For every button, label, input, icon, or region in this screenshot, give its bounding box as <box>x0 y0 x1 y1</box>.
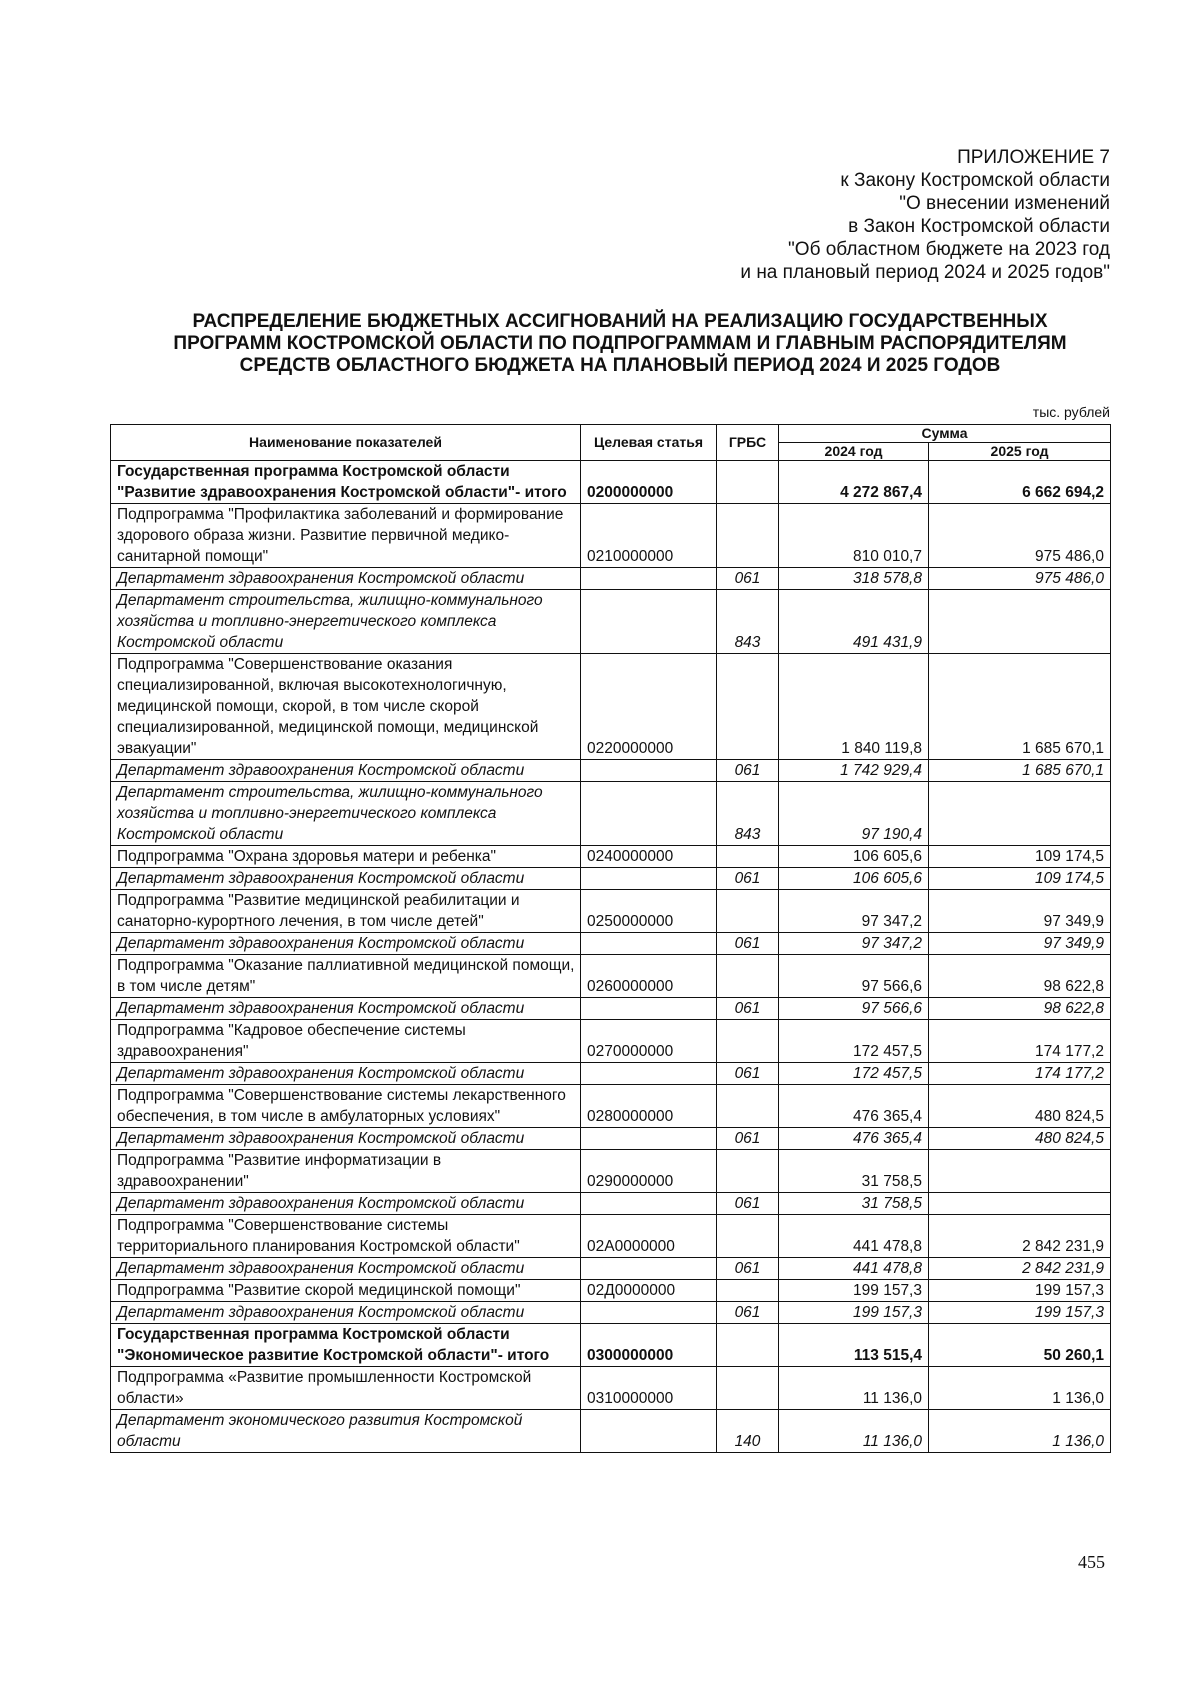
cell-name: Департамент строительства, жилищно-коммунального хозяйства и топливно-энергетического комплекса Костромской области <box>111 782 581 846</box>
cell-grbs: 061 <box>717 568 779 590</box>
cell-code <box>581 1063 717 1085</box>
cell-grbs <box>717 846 779 868</box>
appendix-line: ПРИЛОЖЕНИЕ 7 <box>957 147 1110 168</box>
cell-name: Департамент здравоохранения Костромской области <box>111 1063 581 1085</box>
cell-2024: 199 157,3 <box>779 1302 929 1324</box>
cell-name: Подпрограмма "Оказание паллиативной медицинской помощи, в том числе детям" <box>111 955 581 998</box>
cell-code <box>581 1258 717 1280</box>
cell-name: Подпрограмма "Совершенствование системы лекарственного обеспечения, в том числе в амбулаторных условиях" <box>111 1085 581 1128</box>
table-row <box>111 504 1111 568</box>
cell-2024: 97 347,2 <box>779 890 929 933</box>
cell-name: Департамент здравоохранения Костромской области <box>111 1128 581 1150</box>
cell-code: 0240000000 <box>581 846 717 868</box>
cell-name: Департамент экономического развития Костромской области <box>111 1410 581 1453</box>
cell-grbs: 061 <box>717 998 779 1020</box>
cell-2025 <box>929 590 1111 654</box>
cell-name: Подпрограмма «Развитие промышленности Костромской области» <box>111 1367 581 1410</box>
cell-grbs: 061 <box>717 760 779 782</box>
table-row <box>111 1063 1111 1085</box>
cell-2025: 1 136,0 <box>929 1367 1111 1410</box>
cell-grbs: 140 <box>717 1410 779 1453</box>
cell-grbs <box>717 1324 779 1367</box>
table-row <box>111 846 1111 868</box>
units-label: тыс. рублей <box>1032 404 1110 420</box>
cell-name: Департамент строительства, жилищно-коммунального хозяйства и топливно-энергетического комплекса Костромской области <box>111 590 581 654</box>
cell-grbs: 061 <box>717 933 779 955</box>
cell-grbs <box>717 1367 779 1410</box>
cell-name: Департамент здравоохранения Костромской области <box>111 760 581 782</box>
table-row <box>111 1085 1111 1128</box>
cell-2024: 172 457,5 <box>779 1063 929 1085</box>
cell-code: 0280000000 <box>581 1085 717 1128</box>
cell-code <box>581 1128 717 1150</box>
cell-2025: 109 174,5 <box>929 868 1111 890</box>
cell-2024: 4 272 867,4 <box>779 461 929 504</box>
appendix-line: и на плановый период 2024 и 2025 годов" <box>740 262 1110 283</box>
table-row <box>111 933 1111 955</box>
table-row <box>111 1367 1111 1410</box>
header-name: Наименование показателей <box>111 425 581 461</box>
cell-2024: 31 758,5 <box>779 1150 929 1193</box>
cell-name: Подпрограмма "Развитие скорой медицинской помощи" <box>111 1280 581 1302</box>
title-line: СРЕДСТВ ОБЛАСТНОГО БЮДЖЕТА НА ПЛАНОВЫЙ ПЕРИОД 2024 И 2025 ГОДОВ <box>239 355 1001 376</box>
cell-code <box>581 782 717 846</box>
cell-grbs <box>717 890 779 933</box>
cell-code <box>581 1410 717 1453</box>
cell-name: Подпрограмма "Развитие медицинской реабилитации и санаторно-курортного лечения, в том числе детей" <box>111 890 581 933</box>
cell-2025: 98 622,8 <box>929 998 1111 1020</box>
cell-code <box>581 1193 717 1215</box>
table-row <box>111 1128 1111 1150</box>
cell-code <box>581 590 717 654</box>
cell-2025: 480 824,5 <box>929 1128 1111 1150</box>
cell-2025: 975 486,0 <box>929 504 1111 568</box>
cell-2025 <box>929 1150 1111 1193</box>
cell-grbs: 843 <box>717 590 779 654</box>
cell-code: 0290000000 <box>581 1150 717 1193</box>
cell-2025: 2 842 231,9 <box>929 1215 1111 1258</box>
cell-2025: 97 349,9 <box>929 890 1111 933</box>
table-body <box>111 461 1111 1453</box>
appendix-line: "Об областном бюджете на 2023 год <box>788 239 1110 260</box>
cell-2025: 2 842 231,9 <box>929 1258 1111 1280</box>
cell-2025: 199 157,3 <box>929 1280 1111 1302</box>
cell-code <box>581 1302 717 1324</box>
cell-name: Департамент здравоохранения Костромской области <box>111 568 581 590</box>
table-row <box>111 1193 1111 1215</box>
cell-2025: 199 157,3 <box>929 1302 1111 1324</box>
cell-2024: 106 605,6 <box>779 868 929 890</box>
cell-code <box>581 868 717 890</box>
cell-grbs: 843 <box>717 782 779 846</box>
table-row <box>111 868 1111 890</box>
table-row <box>111 1020 1111 1063</box>
cell-grbs <box>717 1020 779 1063</box>
appendix-line: "О внесении изменений <box>899 193 1110 214</box>
cell-grbs: 061 <box>717 1128 779 1150</box>
cell-code <box>581 998 717 1020</box>
cell-grbs <box>717 654 779 760</box>
title-line: РАСПРЕДЕЛЕНИЕ БЮДЖЕТНЫХ АССИГНОВАНИЙ НА РЕАЛИЗАЦИЮ ГОСУДАРСТВЕННЫХ <box>192 311 1048 332</box>
appendix-line: в Закон Костромской области <box>848 216 1110 237</box>
cell-code: 0270000000 <box>581 1020 717 1063</box>
cell-2024: 810 010,7 <box>779 504 929 568</box>
cell-name: Подпрограмма "Совершенствование системы территориального планирования Костромской области" <box>111 1215 581 1258</box>
budget-table <box>110 424 1111 1453</box>
cell-grbs: 061 <box>717 1193 779 1215</box>
cell-grbs: 061 <box>717 1258 779 1280</box>
cell-code: 0250000000 <box>581 890 717 933</box>
table-row <box>111 998 1111 1020</box>
cell-code: 02Д0000000 <box>581 1280 717 1302</box>
cell-code: 0210000000 <box>581 504 717 568</box>
cell-grbs: 061 <box>717 1063 779 1085</box>
table-row <box>111 955 1111 998</box>
cell-2025 <box>929 782 1111 846</box>
cell-2024: 476 365,4 <box>779 1128 929 1150</box>
table-row <box>111 1215 1111 1258</box>
table-row <box>111 890 1111 933</box>
cell-2024: 97 566,6 <box>779 998 929 1020</box>
table-row <box>111 568 1111 590</box>
cell-code <box>581 568 717 590</box>
cell-name: Подпрограмма "Кадровое обеспечение системы здравоохранения" <box>111 1020 581 1063</box>
cell-name: Подпрограмма "Охрана здоровья матери и ребенка" <box>111 846 581 868</box>
cell-name: Департамент здравоохранения Костромской области <box>111 1193 581 1215</box>
cell-2024: 172 457,5 <box>779 1020 929 1063</box>
header-sum: Сумма <box>779 425 1111 443</box>
page-number: 455 <box>1078 1552 1105 1572</box>
table-row <box>111 1280 1111 1302</box>
cell-2024: 97 190,4 <box>779 782 929 846</box>
cell-2025: 1 136,0 <box>929 1410 1111 1453</box>
cell-2024: 199 157,3 <box>779 1280 929 1302</box>
cell-2025: 98 622,8 <box>929 955 1111 998</box>
table-row <box>111 1150 1111 1193</box>
cell-2025 <box>929 1193 1111 1215</box>
cell-2024: 441 478,8 <box>779 1215 929 1258</box>
cell-2024: 11 136,0 <box>779 1410 929 1453</box>
cell-grbs <box>717 1280 779 1302</box>
cell-2025: 1 685 670,1 <box>929 654 1111 760</box>
cell-2024: 106 605,6 <box>779 846 929 868</box>
cell-code: 02А0000000 <box>581 1215 717 1258</box>
cell-name: Подпрограмма "Развитие информатизации в здравоохранении" <box>111 1150 581 1193</box>
appendix-line: к Закону Костромской области <box>840 170 1110 191</box>
table-row <box>111 1258 1111 1280</box>
header-grbs: ГРБС <box>717 425 779 461</box>
cell-2024: 97 347,2 <box>779 933 929 955</box>
cell-2025: 50 260,1 <box>929 1324 1111 1367</box>
cell-code <box>581 933 717 955</box>
cell-name: Государственная программа Костромской области "Экономическое развитие Костромской области"- итого <box>111 1324 581 1367</box>
cell-grbs <box>717 1215 779 1258</box>
cell-2024: 31 758,5 <box>779 1193 929 1215</box>
table-row <box>111 1410 1111 1453</box>
cell-2025: 1 685 670,1 <box>929 760 1111 782</box>
cell-grbs <box>717 504 779 568</box>
cell-code: 0200000000 <box>581 461 717 504</box>
cell-code: 0220000000 <box>581 654 717 760</box>
cell-name: Подпрограмма "Профилактика заболеваний и формирование здорового образа жизни. Развитие первичной медико-санитарной помощи" <box>111 504 581 568</box>
cell-grbs <box>717 1085 779 1128</box>
header-2025: 2025 год <box>929 443 1111 461</box>
table-row <box>111 590 1111 654</box>
cell-2025: 174 177,2 <box>929 1020 1111 1063</box>
cell-name: Департамент здравоохранения Костромской области <box>111 868 581 890</box>
header-code: Целевая статья <box>581 425 717 461</box>
cell-code: 0310000000 <box>581 1367 717 1410</box>
cell-2025: 480 824,5 <box>929 1085 1111 1128</box>
cell-2024: 476 365,4 <box>779 1085 929 1128</box>
cell-2024: 113 515,4 <box>779 1324 929 1367</box>
cell-2024: 1 742 929,4 <box>779 760 929 782</box>
table-row <box>111 782 1111 846</box>
document-title <box>130 311 1110 377</box>
cell-grbs <box>717 1150 779 1193</box>
cell-2024: 441 478,8 <box>779 1258 929 1280</box>
cell-name: Департамент здравоохранения Костромской области <box>111 933 581 955</box>
cell-2025: 6 662 694,2 <box>929 461 1111 504</box>
cell-2024: 491 431,9 <box>779 590 929 654</box>
table-row <box>111 461 1111 504</box>
cell-name: Департамент здравоохранения Костромской области <box>111 1302 581 1324</box>
cell-grbs: 061 <box>717 1302 779 1324</box>
cell-2025: 97 349,9 <box>929 933 1111 955</box>
cell-grbs <box>717 461 779 504</box>
cell-2025: 109 174,5 <box>929 846 1111 868</box>
cell-code: 0300000000 <box>581 1324 717 1367</box>
cell-name: Подпрограмма "Совершенствование оказания специализированной, включая высокотехнологичную, медицинской помощи, скорой, в том числе скорой специализированной, медицинской помощи, медицинской эвакуации" <box>111 654 581 760</box>
cell-name: Государственная программа Костромской области "Развитие здравоохранения Костромской области"- итого <box>111 461 581 504</box>
cell-2024: 11 136,0 <box>779 1367 929 1410</box>
cell-code: 0260000000 <box>581 955 717 998</box>
cell-code <box>581 760 717 782</box>
cell-name: Департамент здравоохранения Костромской области <box>111 1258 581 1280</box>
cell-name: Департамент здравоохранения Костромской области <box>111 998 581 1020</box>
appendix-block <box>740 146 1110 284</box>
title-line: ПРОГРАММ КОСТРОМСКОЙ ОБЛАСТИ ПО ПОДПРОГРАММАМ И ГЛАВНЫМ РАСПОРЯДИТЕЛЯМ <box>173 333 1067 354</box>
cell-2024: 1 840 119,8 <box>779 654 929 760</box>
cell-2025: 975 486,0 <box>929 568 1111 590</box>
cell-2025: 174 177,2 <box>929 1063 1111 1085</box>
table-row <box>111 760 1111 782</box>
cell-grbs <box>717 955 779 998</box>
table-row <box>111 1324 1111 1367</box>
table-row <box>111 654 1111 760</box>
cell-2024: 97 566,6 <box>779 955 929 998</box>
header-2024: 2024 год <box>779 443 929 461</box>
cell-grbs: 061 <box>717 868 779 890</box>
cell-2024: 318 578,8 <box>779 568 929 590</box>
table-row <box>111 1302 1111 1324</box>
